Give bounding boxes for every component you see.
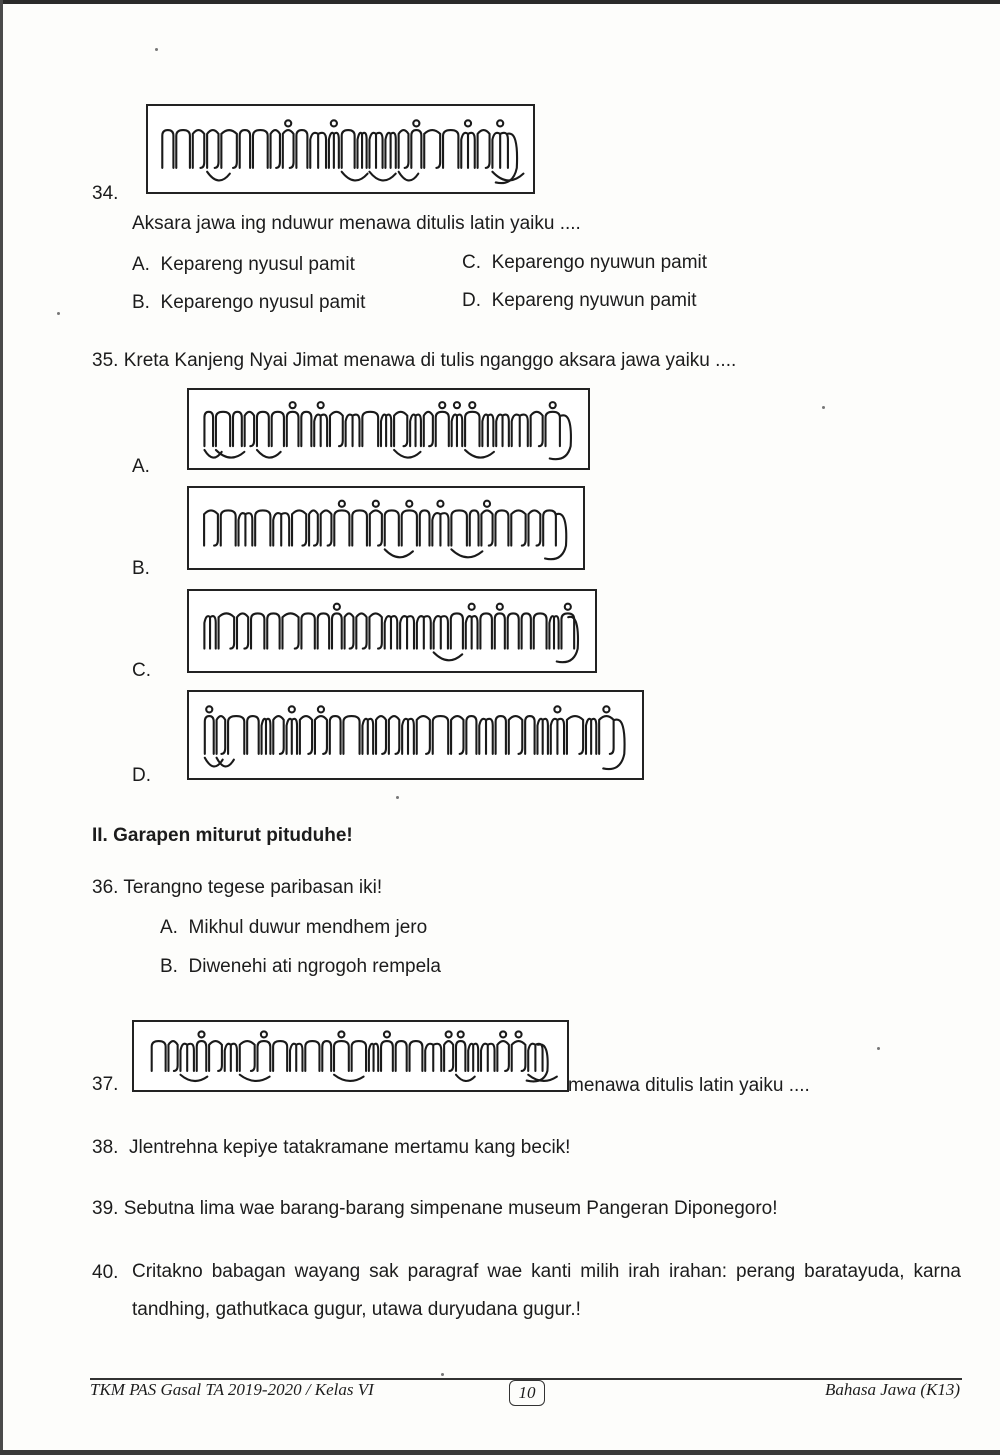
javanese-script-image (187, 388, 590, 470)
option-35-b-letter: B. (132, 558, 150, 579)
option-text: Keparengo nyuwun pamit (491, 252, 708, 273)
question-number: 36. (92, 877, 119, 898)
option-letter: A. (132, 254, 150, 275)
scan-speck (396, 796, 399, 799)
option-text: Keparengo nyusul pamit (160, 292, 366, 313)
option-35-d-letter: D. (132, 765, 151, 786)
question-34-number: 34. (92, 183, 119, 204)
question-number: 38. (92, 1137, 119, 1158)
question-34-instruction: Aksara jawa ing nduwur menawa ditulis latin yaiku .... (132, 213, 581, 234)
section-heading: II. Garapen miturut pituduhe! (92, 825, 353, 846)
javanese-script-image (187, 486, 585, 570)
footer-left: TKM PAS Gasal TA 2019-2020 / Kelas VI (90, 1380, 374, 1399)
javanese-script-illustration (189, 390, 588, 468)
item-text: Diwenehi ati ngrogoh rempela (188, 956, 441, 977)
option-34-b (132, 292, 365, 314)
javanese-script-image (132, 1020, 569, 1092)
option-letter: D. (462, 290, 481, 311)
scan-speck (822, 406, 825, 409)
proverb-b (160, 956, 441, 978)
javanese-script-illustration (134, 1022, 567, 1090)
option-text: Kepareng nyuwun pamit (491, 290, 697, 311)
option-34-a (132, 254, 355, 276)
javanese-script-image (187, 690, 644, 780)
item-text: Mikhul duwur mendhem jero (188, 917, 428, 938)
javanese-script-image (187, 589, 597, 673)
question-number: 35. (92, 350, 119, 371)
question-text: Jlentrehna kepiye tatakramane mertamu kang becik! (128, 1137, 571, 1158)
javanese-script-illustration (148, 106, 533, 192)
option-35-a-letter: A. (132, 456, 150, 477)
question-text: Terangno tegese paribasan iki! (123, 877, 383, 898)
javanese-script-illustration (189, 692, 642, 778)
question-40-number: 40. (92, 1262, 119, 1283)
option-text: Kepareng nyusul pamit (160, 254, 355, 275)
question-35 (92, 350, 736, 372)
javanese-script-illustration (189, 488, 583, 568)
option-letter: C. (462, 252, 481, 273)
scan-speck (877, 1047, 880, 1050)
question-text: Sebutna lima wae barang-barang simpenane museum Pangeran Diponegoro! (123, 1198, 778, 1219)
scan-speck (57, 312, 60, 315)
item-letter: B. (160, 956, 178, 977)
item-letter: A. (160, 917, 178, 938)
question-36 (92, 877, 382, 899)
question-text: Kreta Kanjeng Nyai Jimat menawa di tulis nganggo aksara jawa yaiku .... (123, 350, 737, 371)
question-37-number: 37. (92, 1074, 119, 1095)
option-letter: B. (132, 292, 150, 313)
footer-right: Bahasa Jawa (K13) (824, 1380, 960, 1399)
proverb-a (160, 917, 427, 939)
scan-edge (0, 0, 3, 1455)
scan-edge (0, 1450, 1000, 1455)
question-number: 39. (92, 1198, 119, 1219)
scan-edge (0, 0, 1000, 4)
question-38 (92, 1137, 570, 1159)
option-34-c (462, 252, 707, 274)
option-34-d (462, 290, 696, 312)
javanese-script-illustration (189, 591, 595, 671)
option-35-c-letter: C. (132, 660, 151, 681)
question-40-text: Critakno babagan wayang sak paragraf wae kanti milih irah irahan: perang baratayuda, karna tandhing, gathutkaca gugur, utawa duryudana gugur.! (132, 1261, 961, 1320)
scan-speck (441, 1373, 444, 1376)
page-number: 10 (509, 1380, 545, 1406)
scan-speck (155, 48, 158, 51)
javanese-script-image (146, 104, 535, 194)
question-39 (92, 1198, 778, 1220)
question-37-suffix: menawa ditulis latin yaiku .... (568, 1075, 810, 1096)
